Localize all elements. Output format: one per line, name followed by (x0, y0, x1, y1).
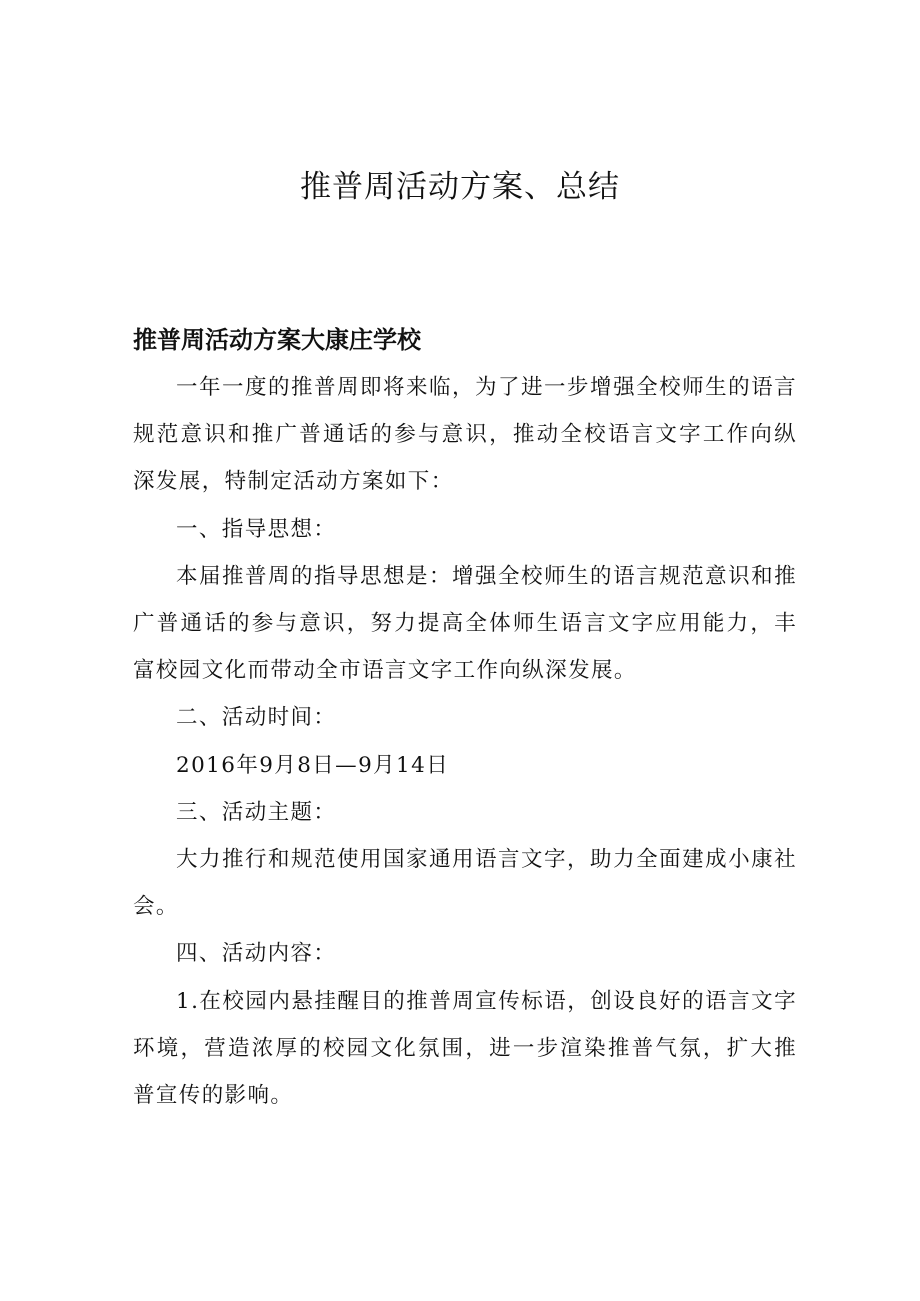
heading-activity-theme: 三、活动主题： (176, 799, 337, 825)
paragraph-intro: 一年一度的推普周即将来临，为了进一步增强全校师生的语言规范意识和推广普通话的参与意识，推动全校语言文字工作向纵深发展，特制定活动方案如下： (133, 375, 797, 495)
document-body (133, 364, 797, 1119)
paragraph-activity-time: 2016年9月8日—9月14日 (176, 752, 450, 778)
document-title: 推普周活动方案、总结 (300, 169, 620, 205)
heading-activity-time: 二、活动时间： (176, 705, 337, 731)
section-heading: 推普周活动方案大康庄学校 (133, 326, 421, 354)
paragraph-guiding-ideology: 本届推普周的指导思想是：增强全校师生的语言规范意识和推广普通话的参与意识，努力提高全体师生语言文字应用能力，丰富校园文化而带动全市语言文字工作向纵深发展。 (133, 563, 797, 684)
heading-guiding-ideology: 一、指导思想： (176, 516, 337, 542)
heading-activity-content: 四、活动内容： (176, 941, 337, 967)
paragraph-activity-theme: 大力推行和规范使用国家通用语言文字，助力全面建成小康社会。 (133, 847, 797, 920)
paragraph-activity-content-1: 1.在校园内悬挂醒目的推普周宣传标语，创设良好的语言文字环境，营造浓厚的校园文化氛围，进一步渲染推普气氛，扩大推普宣传的影响。 (133, 988, 797, 1109)
